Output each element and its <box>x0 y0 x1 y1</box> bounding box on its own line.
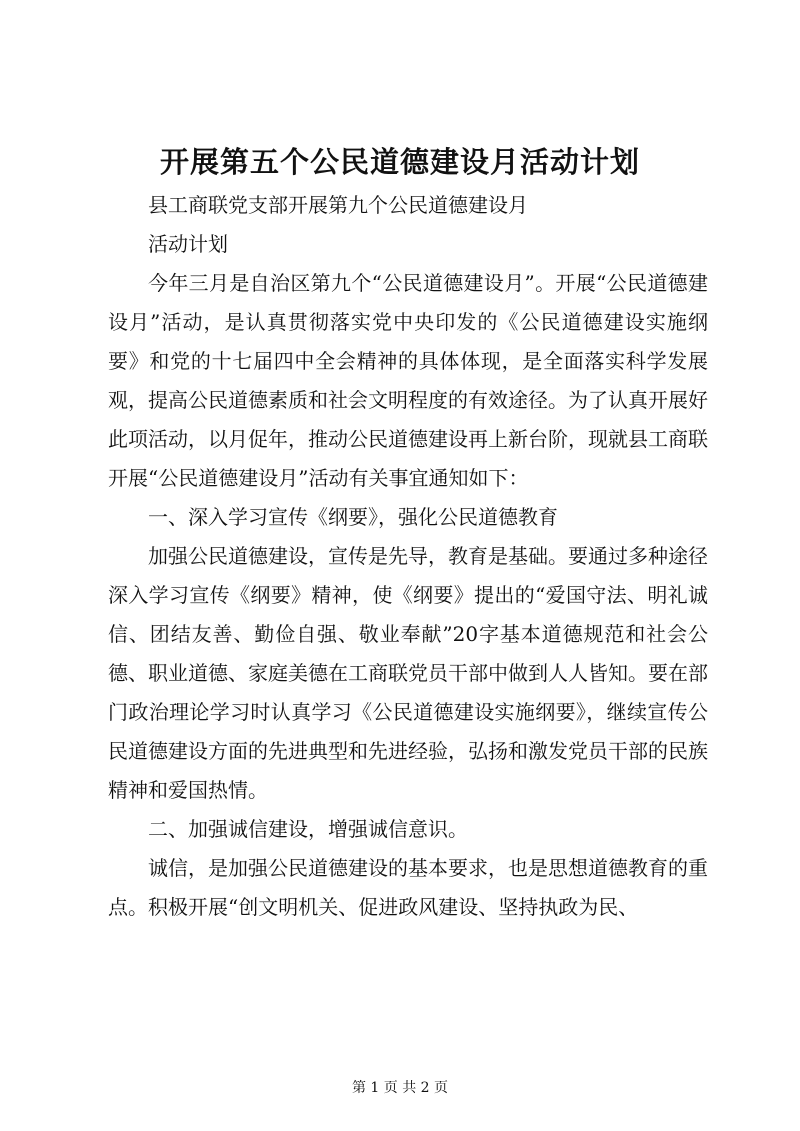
page-number-footer: 第 1 页 共 2 页 <box>351 1080 449 1096</box>
document-title: 开展第五个公民道德建设月活动计划 <box>159 145 640 179</box>
section-heading-2: 二、加强诚信建设，增强诚信意识。 <box>148 817 468 841</box>
paragraph-section-2: 诚信，是加强公民道德建设的基本要求，也是思想道德教育的重点。积极开展“创文明机关、促进政风建设、坚持执政为民、 <box>108 856 708 919</box>
document-body <box>108 186 708 927</box>
paragraph-subtitle-line-2: 活动计划 <box>148 232 228 256</box>
paragraph-section-1: 加强公民道德建设，宣传是先导，教育是基础。要通过多种途径深入学习宣传《纲要》精神，使《纲要》提出的“爱国守法、明礼诚信、团结友善、勤俭自强、敬业奉献”20字基本道德规范和社会公德、职业道德、家庭美德在工商联党员干部中做到人人皆知。要在部门政治理论学习时认真学习《公民道德建设实施纲要》，继续宣传公民道德建设方面的先进典型和先进经验，弘扬和激发党员干部的民族精神和爱国热情。 <box>108 544 708 802</box>
section-heading-1: 一、深入学习宣传《纲要》，强化公民道德教育 <box>148 505 558 529</box>
paragraph-subtitle-line-1: 县工商联党支部开展第九个公民道德建设月 <box>148 193 528 217</box>
paragraph-intro: 今年三月是自治区第九个“公民道德建设月”。开展“公民道德建设月”活动，是认真贯彻落实党中央印发的《公民道德建设实施纲要》和党的十七届四中全会精神的具体体现，是全面落实科学发展观，提高公民道德素质和社会文明程度的有效途径。为了认真开展好此项活动，以月促年，推动公民道德建设再上新台阶，现就县工商联开展“公民道德建设月”活动有关事宜通知如下： <box>108 271 708 490</box>
